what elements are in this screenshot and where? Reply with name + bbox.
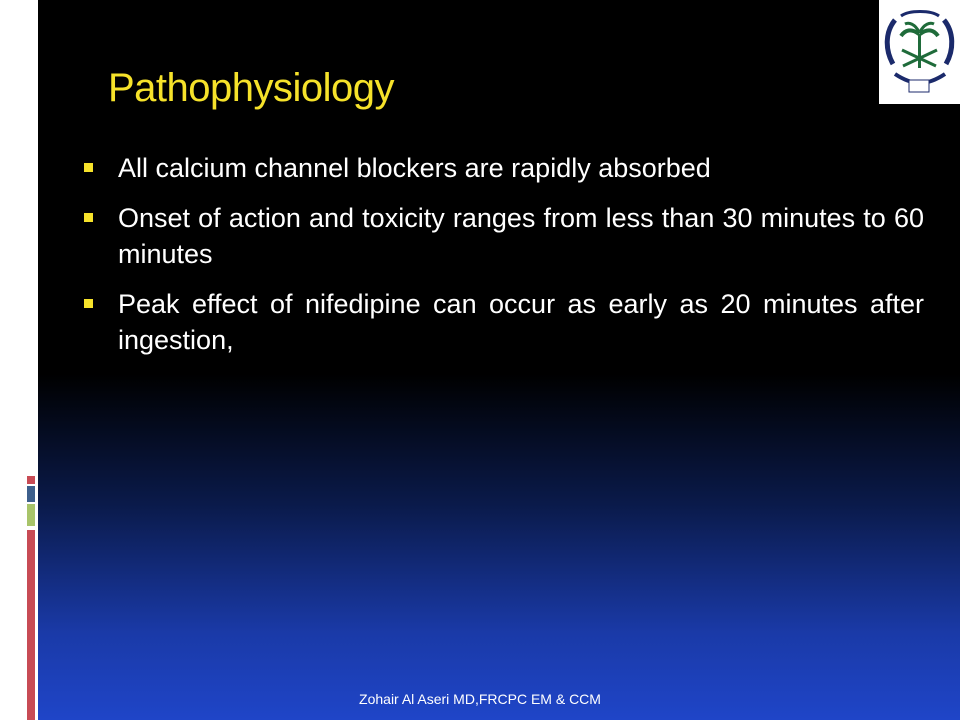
bullet-list (84, 150, 924, 372)
slide-title: Pathophysiology (108, 66, 395, 110)
bullet-item (84, 150, 924, 186)
bullet-text: All calcium channel blockers are rapidly absorbed (118, 153, 711, 183)
rail-bar-red (27, 476, 35, 484)
square-bullet-icon (84, 213, 93, 222)
slide-footer: Zohair Al Aseri MD,FRCPC EM & CCM (359, 691, 601, 707)
left-rail (0, 0, 38, 720)
rail-bar-green (27, 504, 35, 526)
university-logo (879, 0, 960, 104)
bullet-item (84, 200, 924, 272)
rail-bar-blue (27, 486, 35, 502)
bullet-item (84, 286, 924, 358)
palm-swords-emblem-icon (879, 0, 960, 104)
square-bullet-icon (84, 299, 93, 308)
square-bullet-icon (84, 163, 93, 172)
bullet-text: Peak effect of nifedipine can occur as early as 20 minutes after ingestion, (118, 289, 924, 355)
bullet-text: Onset of action and toxicity ranges from less than 30 minutes to 60 minutes (118, 203, 924, 269)
